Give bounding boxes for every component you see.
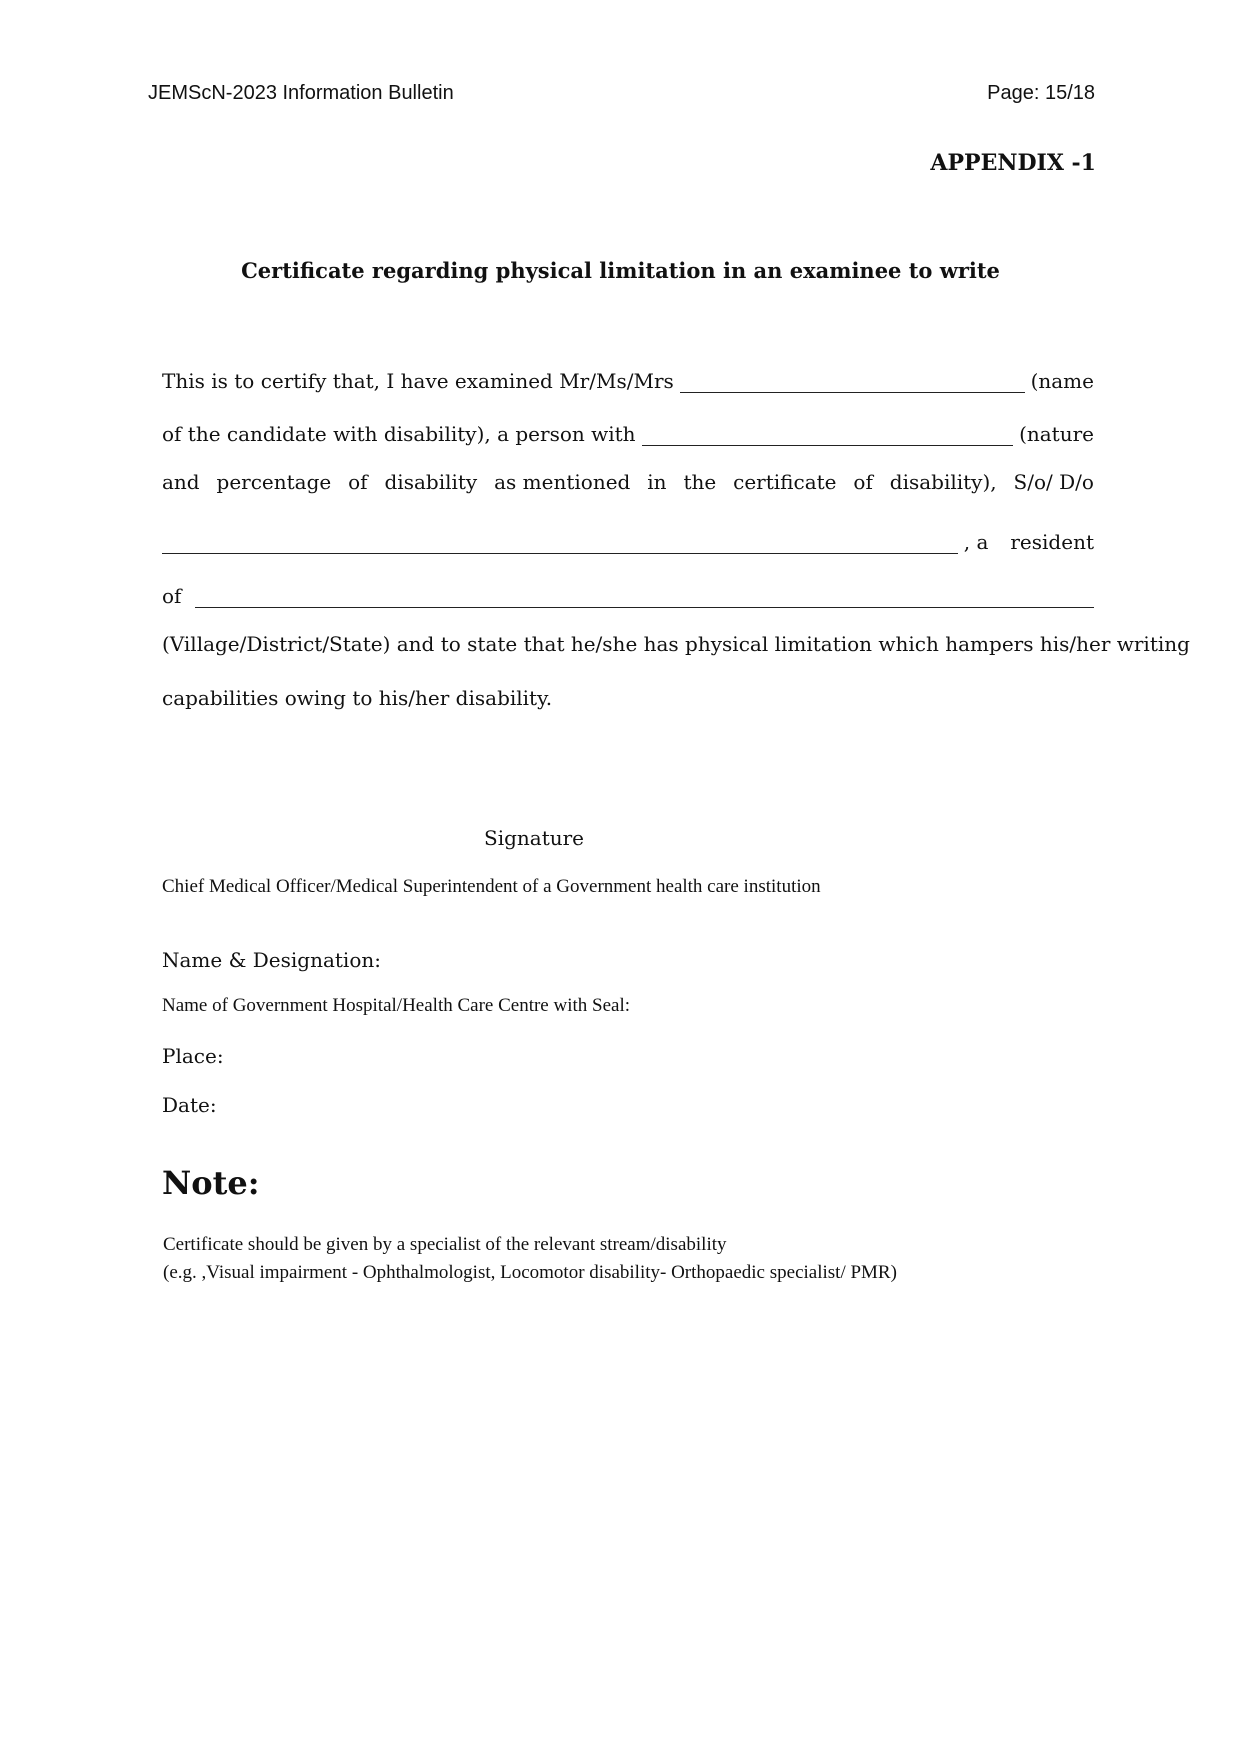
cert-line-1 xyxy=(162,363,1094,393)
page-number: Page: 15/18 xyxy=(987,82,1095,104)
residence-blank xyxy=(195,587,1094,608)
cert-line-5 xyxy=(162,578,1094,608)
cert-word: percentage xyxy=(216,470,332,494)
candidate-name-blank xyxy=(680,372,1025,393)
date-field: Date: xyxy=(162,1093,217,1117)
header-left: JEMScN-2023 Information Bulletin xyxy=(148,82,454,104)
cert-line-7: capabilities owing to his/her disability. xyxy=(162,686,553,710)
cert-word: of xyxy=(348,470,368,494)
certificate-title: Certificate regarding physical limitation in an examinee to write xyxy=(241,258,1000,283)
cert-word: and xyxy=(162,470,200,494)
note-line-2: (e.g. ,Visual impairment - Ophthalmologist, Locomotor disability- Orthopaedic specialist/ PMR) xyxy=(163,1262,897,1283)
parent-name-blank xyxy=(162,533,958,554)
disability-nature-blank xyxy=(642,425,1014,446)
cert-line-2 xyxy=(162,416,1094,446)
cert-word: of xyxy=(853,470,873,494)
cert-line-2-end: (nature xyxy=(1019,422,1094,446)
cert-line-4-tail: resident xyxy=(1010,530,1094,554)
signing-authority: Chief Medical Officer/Medical Superintendent of a Government health care institution xyxy=(162,876,821,897)
cert-line-6: (Village/District/State) and to state that he/she has physical limitation which hampers his/her writing xyxy=(162,632,1190,656)
appendix-label: APPENDIX -1 xyxy=(930,150,1096,176)
cert-line-1-start: This is to certify that, I have examined Mr/Ms/Mrs xyxy=(162,369,674,393)
cert-line-4 xyxy=(162,524,1094,554)
cert-line-3 xyxy=(162,470,1094,500)
cert-word: S/o/ D/o xyxy=(1013,470,1094,494)
cert-word: the xyxy=(683,470,717,494)
signature-label: Signature xyxy=(484,826,585,850)
cert-line-4-end: , a xyxy=(963,530,989,554)
cert-word: certificate xyxy=(733,470,837,494)
cert-line-5-start: of xyxy=(162,584,182,608)
name-designation-field: Name & Designation: xyxy=(162,948,381,972)
cert-word: in xyxy=(647,470,667,494)
cert-word: disability xyxy=(384,470,478,494)
cert-line-1-end: (name xyxy=(1030,369,1094,393)
cert-line-2-start: of the candidate with disability), a person with xyxy=(162,422,636,446)
hospital-seal-field: Name of Government Hospital/Health Care Centre with Seal: xyxy=(162,995,631,1016)
cert-word: disability), xyxy=(889,470,997,494)
note-heading: Note: xyxy=(162,1164,260,1202)
note-line-1: Certificate should be given by a specialist of the relevant stream/disability xyxy=(163,1234,727,1255)
cert-word: as mentioned xyxy=(494,470,631,494)
place-field: Place: xyxy=(162,1044,224,1068)
